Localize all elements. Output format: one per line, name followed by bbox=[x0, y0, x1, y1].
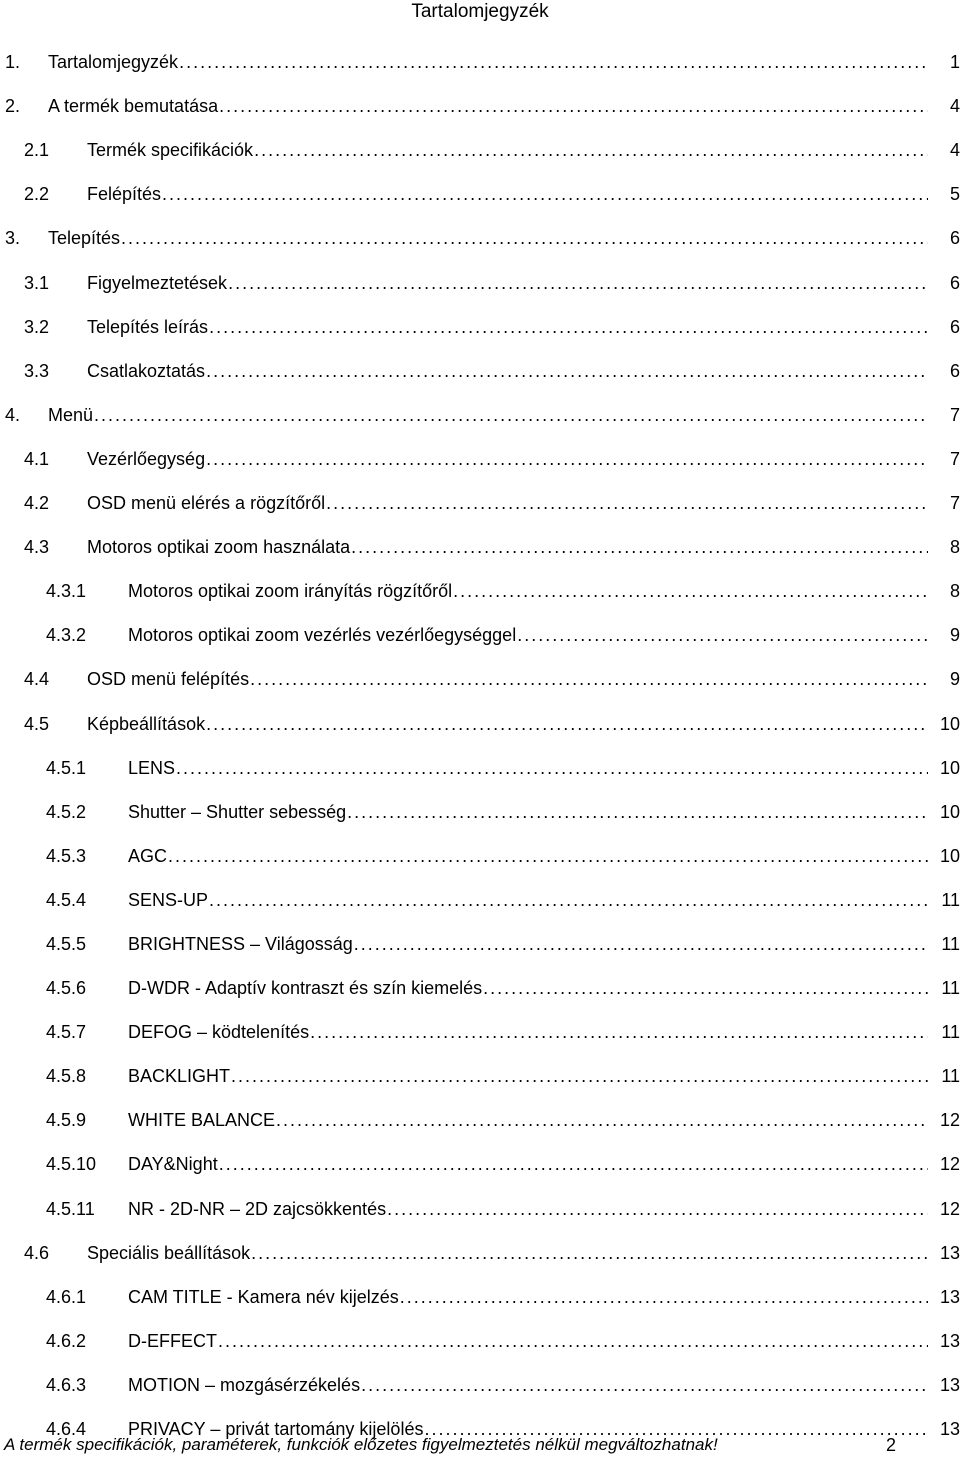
toc-dot-leader bbox=[276, 1108, 928, 1132]
page-footer bbox=[4, 1434, 956, 1458]
toc-entry-title: Motoros optikai zoom irányítás rögzítőről bbox=[128, 581, 453, 602]
toc-entry-title: MOTION – mozgásérzékelés bbox=[128, 1374, 361, 1395]
toc-dot-leader bbox=[209, 315, 928, 339]
toc-entry-title: Csatlakoztatás bbox=[87, 360, 206, 381]
toc-dot-leader bbox=[453, 579, 928, 603]
toc-dot-leader bbox=[218, 1329, 928, 1353]
toc-entry-title: D-WDR - Adaptív kontraszt és szín kiemelés bbox=[128, 978, 483, 999]
toc-dot-leader bbox=[168, 844, 928, 868]
toc-entry-page: 8 bbox=[949, 581, 960, 602]
toc-entry-title: Képbeállítások bbox=[87, 713, 206, 734]
toc-entry-number: 3.2 bbox=[24, 316, 50, 337]
toc-entry-page: 7 bbox=[949, 404, 960, 425]
toc-entry-number: 1. bbox=[5, 52, 21, 73]
toc-dot-leader bbox=[254, 138, 928, 162]
toc-entry-number: 3. bbox=[5, 228, 21, 249]
toc-entry[interactable] bbox=[0, 1353, 960, 1397]
toc-entry-number: 4.6.1 bbox=[46, 1286, 87, 1307]
table-of-contents bbox=[0, 30, 960, 1441]
toc-entry[interactable] bbox=[0, 647, 960, 691]
toc-entry-title: Speciális beállítások bbox=[87, 1242, 251, 1263]
toc-entry[interactable] bbox=[0, 295, 960, 339]
toc-entry[interactable] bbox=[0, 603, 960, 647]
toc-entry-title: BRIGHTNESS – Világosság bbox=[128, 933, 353, 954]
toc-dot-leader bbox=[251, 1241, 928, 1265]
toc-entry-number: 4.5.7 bbox=[46, 1022, 87, 1043]
toc-entry-page: 12 bbox=[939, 1110, 960, 1131]
toc-dot-leader bbox=[219, 94, 928, 118]
toc-entry[interactable] bbox=[0, 1088, 960, 1132]
toc-dot-leader bbox=[400, 1285, 928, 1309]
toc-entry-number: 4.3.2 bbox=[46, 625, 87, 646]
toc-entry-page: 11 bbox=[941, 933, 960, 954]
toc-dot-leader bbox=[228, 271, 928, 295]
toc-entry-number: 2.1 bbox=[24, 140, 50, 161]
toc-entry[interactable] bbox=[0, 1132, 960, 1176]
toc-entry[interactable] bbox=[0, 515, 960, 559]
toc-entry[interactable] bbox=[0, 471, 960, 515]
toc-dot-leader bbox=[209, 888, 928, 912]
toc-dot-leader bbox=[206, 447, 928, 471]
toc-entry[interactable] bbox=[0, 206, 960, 250]
toc-entry-page: 10 bbox=[939, 801, 960, 822]
toc-entry-title: A termék bemutatása bbox=[48, 96, 219, 117]
toc-entry-number: 4.5.1 bbox=[46, 757, 87, 778]
toc-entry[interactable] bbox=[0, 427, 960, 471]
toc-entry-number: 4.5.9 bbox=[46, 1110, 87, 1131]
toc-dot-leader bbox=[121, 226, 928, 250]
toc-entry-page: 12 bbox=[939, 1198, 960, 1219]
toc-entry[interactable] bbox=[0, 559, 960, 603]
toc-entry-number: 4.5.10 bbox=[46, 1154, 97, 1175]
toc-entry-page: 11 bbox=[941, 1022, 960, 1043]
toc-entry-page: 13 bbox=[939, 1374, 960, 1395]
toc-entry-page: 4 bbox=[949, 96, 960, 117]
toc-entry-page: 11 bbox=[941, 889, 960, 910]
toc-entry-page: 6 bbox=[949, 360, 960, 381]
toc-entry-title: CAM TITLE - Kamera név kijelzés bbox=[128, 1286, 399, 1307]
toc-entry-number: 2. bbox=[5, 96, 21, 117]
toc-dot-leader bbox=[219, 1152, 928, 1176]
toc-entry-number: 4.5.8 bbox=[46, 1066, 87, 1087]
toc-entry-number: 4.6.2 bbox=[46, 1330, 87, 1351]
toc-entry-number: 4.2 bbox=[24, 493, 50, 514]
toc-dot-leader bbox=[179, 50, 928, 74]
toc-dot-leader bbox=[94, 403, 928, 427]
toc-entry-page: 8 bbox=[949, 537, 960, 558]
toc-entry-title: Telepítés bbox=[48, 228, 121, 249]
toc-entry[interactable] bbox=[0, 1176, 960, 1220]
toc-entry-page: 11 bbox=[941, 1066, 960, 1087]
toc-entry-title: WHITE BALANCE bbox=[128, 1110, 276, 1131]
toc-entry-number: 4.5.11 bbox=[46, 1198, 95, 1219]
toc-entry-title: Felépítés bbox=[87, 184, 162, 205]
toc-entry-number: 4.5.5 bbox=[46, 933, 87, 954]
toc-entry-number: 4.4 bbox=[24, 669, 50, 690]
toc-dot-leader bbox=[387, 1197, 928, 1221]
toc-entry[interactable] bbox=[0, 383, 960, 427]
toc-dot-leader bbox=[176, 756, 928, 780]
toc-dot-leader bbox=[351, 535, 928, 559]
toc-entry-title: Figyelmeztetések bbox=[87, 272, 228, 293]
toc-dot-leader bbox=[162, 182, 928, 206]
toc-entry-title: Tartalomjegyzék bbox=[48, 52, 179, 73]
toc-entry[interactable] bbox=[0, 250, 960, 294]
toc-entry-page: 1 bbox=[949, 52, 960, 73]
toc-entry-page: 13 bbox=[939, 1419, 960, 1439]
toc-entry[interactable] bbox=[0, 780, 960, 824]
toc-entry-title: BACKLIGHT bbox=[128, 1066, 231, 1087]
toc-entry-title: OSD menü elérés a rögzítőről bbox=[87, 493, 326, 514]
toc-entry-title: DEFOG – ködtelenítés bbox=[128, 1022, 310, 1043]
toc-entry-number: 4.3.1 bbox=[46, 581, 87, 602]
toc-entry-title: NR - 2D-NR – 2D zajcsökkentés bbox=[128, 1198, 387, 1219]
toc-entry[interactable] bbox=[0, 868, 960, 912]
toc-entry-page: 10 bbox=[939, 845, 960, 866]
toc-entry-number: 2.2 bbox=[24, 184, 50, 205]
toc-dot-leader bbox=[310, 1020, 928, 1044]
toc-entry-number: 4.5.6 bbox=[46, 978, 87, 999]
toc-entry-title: Termék specifikációk bbox=[87, 140, 254, 161]
toc-entry[interactable] bbox=[0, 824, 960, 868]
toc-entry[interactable] bbox=[0, 339, 960, 383]
toc-dot-leader bbox=[206, 712, 928, 736]
toc-entry-number: 4.5.4 bbox=[46, 889, 87, 910]
toc-dot-leader bbox=[354, 932, 928, 956]
toc-entry[interactable] bbox=[0, 30, 960, 74]
toc-entry-number: 4.3 bbox=[24, 537, 50, 558]
toc-entry-number: 4.6.4 bbox=[46, 1419, 87, 1439]
toc-entry[interactable] bbox=[0, 1265, 960, 1309]
toc-dot-leader bbox=[250, 667, 928, 691]
toc-entry-number: 4.6.3 bbox=[46, 1374, 87, 1395]
toc-entry[interactable] bbox=[0, 1044, 960, 1088]
toc-entry-page: 13 bbox=[939, 1242, 960, 1263]
toc-entry-title: Motoros optikai zoom használata bbox=[87, 537, 351, 558]
footer-notice: A termék specifikációk, paraméterek, funkciók előzetes figyelmeztetés nélkül megváltozhatnak! bbox=[4, 1435, 718, 1454]
toc-entry[interactable] bbox=[0, 736, 960, 780]
toc-entry-page: 12 bbox=[939, 1154, 960, 1175]
toc-entry-page: 6 bbox=[949, 316, 960, 337]
toc-entry-page: 13 bbox=[939, 1330, 960, 1351]
toc-entry-title: D-EFFECT bbox=[128, 1330, 217, 1351]
toc-entry[interactable] bbox=[0, 118, 960, 162]
toc-dot-leader bbox=[361, 1373, 928, 1397]
toc-entry-number: 3.1 bbox=[24, 272, 50, 293]
toc-entry-number: 4.5.3 bbox=[46, 845, 87, 866]
toc-entry-page: 11 bbox=[941, 978, 960, 999]
toc-entry-page: 10 bbox=[939, 757, 960, 778]
toc-entry-page: 6 bbox=[949, 272, 960, 293]
toc-entry-number: 4. bbox=[5, 404, 21, 425]
toc-entry-number: 4.6 bbox=[24, 1242, 50, 1263]
toc-entry[interactable] bbox=[0, 691, 960, 735]
toc-dot-leader bbox=[326, 491, 928, 515]
toc-entry-page: 7 bbox=[949, 448, 960, 469]
toc-entry-number: 3.3 bbox=[24, 360, 50, 381]
toc-dot-leader bbox=[231, 1064, 928, 1088]
toc-entry-title: LENS bbox=[128, 757, 176, 778]
toc-entry-title: PRIVACY – privát tartomány kijelölés bbox=[128, 1419, 424, 1439]
toc-entry-title: Telepítés leírás bbox=[87, 316, 209, 337]
toc-entry-number: 4.5.2 bbox=[46, 801, 87, 822]
toc-entry[interactable] bbox=[0, 162, 960, 206]
toc-dot-leader bbox=[206, 359, 928, 383]
toc-dot-leader bbox=[347, 800, 928, 824]
toc-entry-title: DAY&Night bbox=[128, 1154, 218, 1175]
toc-entry-title: OSD menü felépítés bbox=[87, 669, 250, 690]
toc-entry[interactable] bbox=[0, 1309, 960, 1353]
toc-dot-leader bbox=[517, 623, 928, 647]
toc-entry-page: 13 bbox=[939, 1286, 960, 1307]
page-title: Tartalomjegyzék bbox=[411, 1, 549, 22]
toc-entry-title: Shutter – Shutter sebesség bbox=[128, 801, 347, 822]
toc-entry-page: 10 bbox=[939, 713, 960, 734]
toc-entry-page: 9 bbox=[949, 669, 960, 690]
toc-entry-title: SENS-UP bbox=[128, 889, 209, 910]
toc-entry[interactable] bbox=[0, 956, 960, 1000]
toc-entry-page: 9 bbox=[949, 625, 960, 646]
toc-entry-page: 7 bbox=[949, 493, 960, 514]
toc-dot-leader bbox=[483, 976, 928, 1000]
toc-entry[interactable] bbox=[0, 1221, 960, 1265]
toc-entry-title: Vezérlőegység bbox=[87, 448, 206, 469]
toc-entry[interactable] bbox=[0, 912, 960, 956]
toc-entry-page: 5 bbox=[949, 184, 960, 205]
toc-entry[interactable] bbox=[0, 1000, 960, 1044]
toc-entry-number: 4.1 bbox=[24, 448, 50, 469]
toc-entry-title: Motoros optikai zoom vezérlés vezérlőegységgel bbox=[128, 625, 517, 646]
toc-entry-title: Menü bbox=[48, 404, 94, 425]
page-number: 2 bbox=[886, 1435, 897, 1455]
toc-entry[interactable] bbox=[0, 74, 960, 118]
toc-entry-number: 4.5 bbox=[24, 713, 50, 734]
toc-entry-page: 4 bbox=[949, 140, 960, 161]
toc-entry-page: 6 bbox=[949, 228, 960, 249]
toc-entry-title: AGC bbox=[128, 845, 168, 866]
